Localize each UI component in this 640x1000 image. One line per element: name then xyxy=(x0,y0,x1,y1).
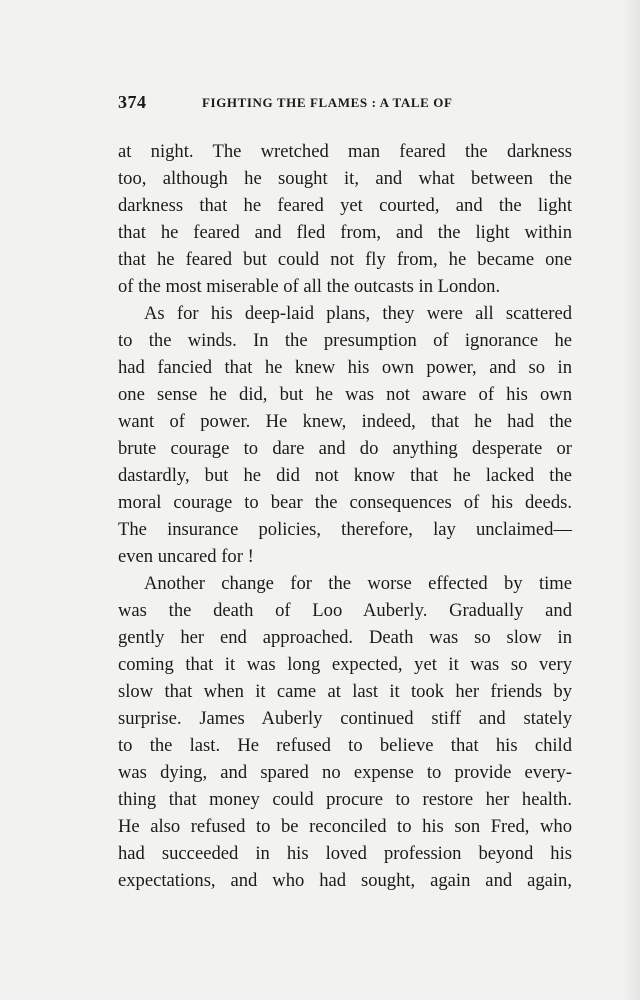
text-line: of the most miserable of all the outcasts in London. xyxy=(118,276,501,297)
text-line: to the last. He refused to believe that his child xyxy=(118,735,572,756)
text-line: The insurance policies, therefore, lay unclaimed— xyxy=(118,519,572,540)
text-line: coming that it was long expected, yet it was so very xyxy=(118,654,572,675)
paragraph-2 xyxy=(118,300,572,570)
body-text xyxy=(118,138,572,894)
text-line: As for his deep-laid plans, they were all scattered xyxy=(144,303,572,324)
paragraph-1 xyxy=(118,138,572,300)
text-line: too, although he sought it, and what between the xyxy=(118,168,572,189)
text-line: dastardly, but he did not know that he lacked the xyxy=(118,465,572,486)
text-line: thing that money could procure to restore her health. xyxy=(118,789,572,810)
text-line: one sense he did, but he was not aware of his own xyxy=(118,384,572,405)
text-line: gently her end approached. Death was so slow in xyxy=(118,627,572,648)
text-line: slow that when it came at last it took her friends by xyxy=(118,681,572,702)
text-line: had succeeded in his loved profession beyond his xyxy=(118,843,572,864)
text-line: to the winds. In the presumption of ignorance he xyxy=(118,330,572,351)
text-line: that he feared and fled from, and the light within xyxy=(118,222,572,243)
paragraph-3 xyxy=(118,570,572,894)
text-line: was the death of Loo Auberly. Gradually and xyxy=(118,600,572,621)
text-line: Another change for the worse effected by time xyxy=(144,573,572,594)
text-line: expectations, and who had sought, again and again, xyxy=(118,870,572,891)
text-line: surprise. James Auberly continued stiff and stately xyxy=(118,708,572,729)
text-line: want of power. He knew, indeed, that he had the xyxy=(118,411,572,432)
running-head: FIGHTING THE FLAMES : A TALE OF xyxy=(202,95,453,110)
text-line: that he feared but could not fly from, he became one xyxy=(118,249,572,270)
text-line: darkness that he feared yet courted, and the light xyxy=(118,195,572,216)
text-line: even uncared for ! xyxy=(118,546,254,567)
text-line: had fancied that he knew his own power, and so in xyxy=(118,357,572,378)
text-line: was dying, and spared no expense to provide every- xyxy=(118,762,572,783)
page-edge-shadow xyxy=(622,0,640,1000)
page-number: 374 xyxy=(118,92,147,112)
text-line: brute courage to dare and do anything desperate or xyxy=(118,438,572,459)
text-line: at night. The wretched man feared the darkness xyxy=(118,141,572,162)
text-line: moral courage to bear the consequences of his deeds. xyxy=(118,492,572,513)
text-line: He also refused to be reconciled to his son Fred, who xyxy=(118,816,572,837)
page-header xyxy=(118,92,578,116)
